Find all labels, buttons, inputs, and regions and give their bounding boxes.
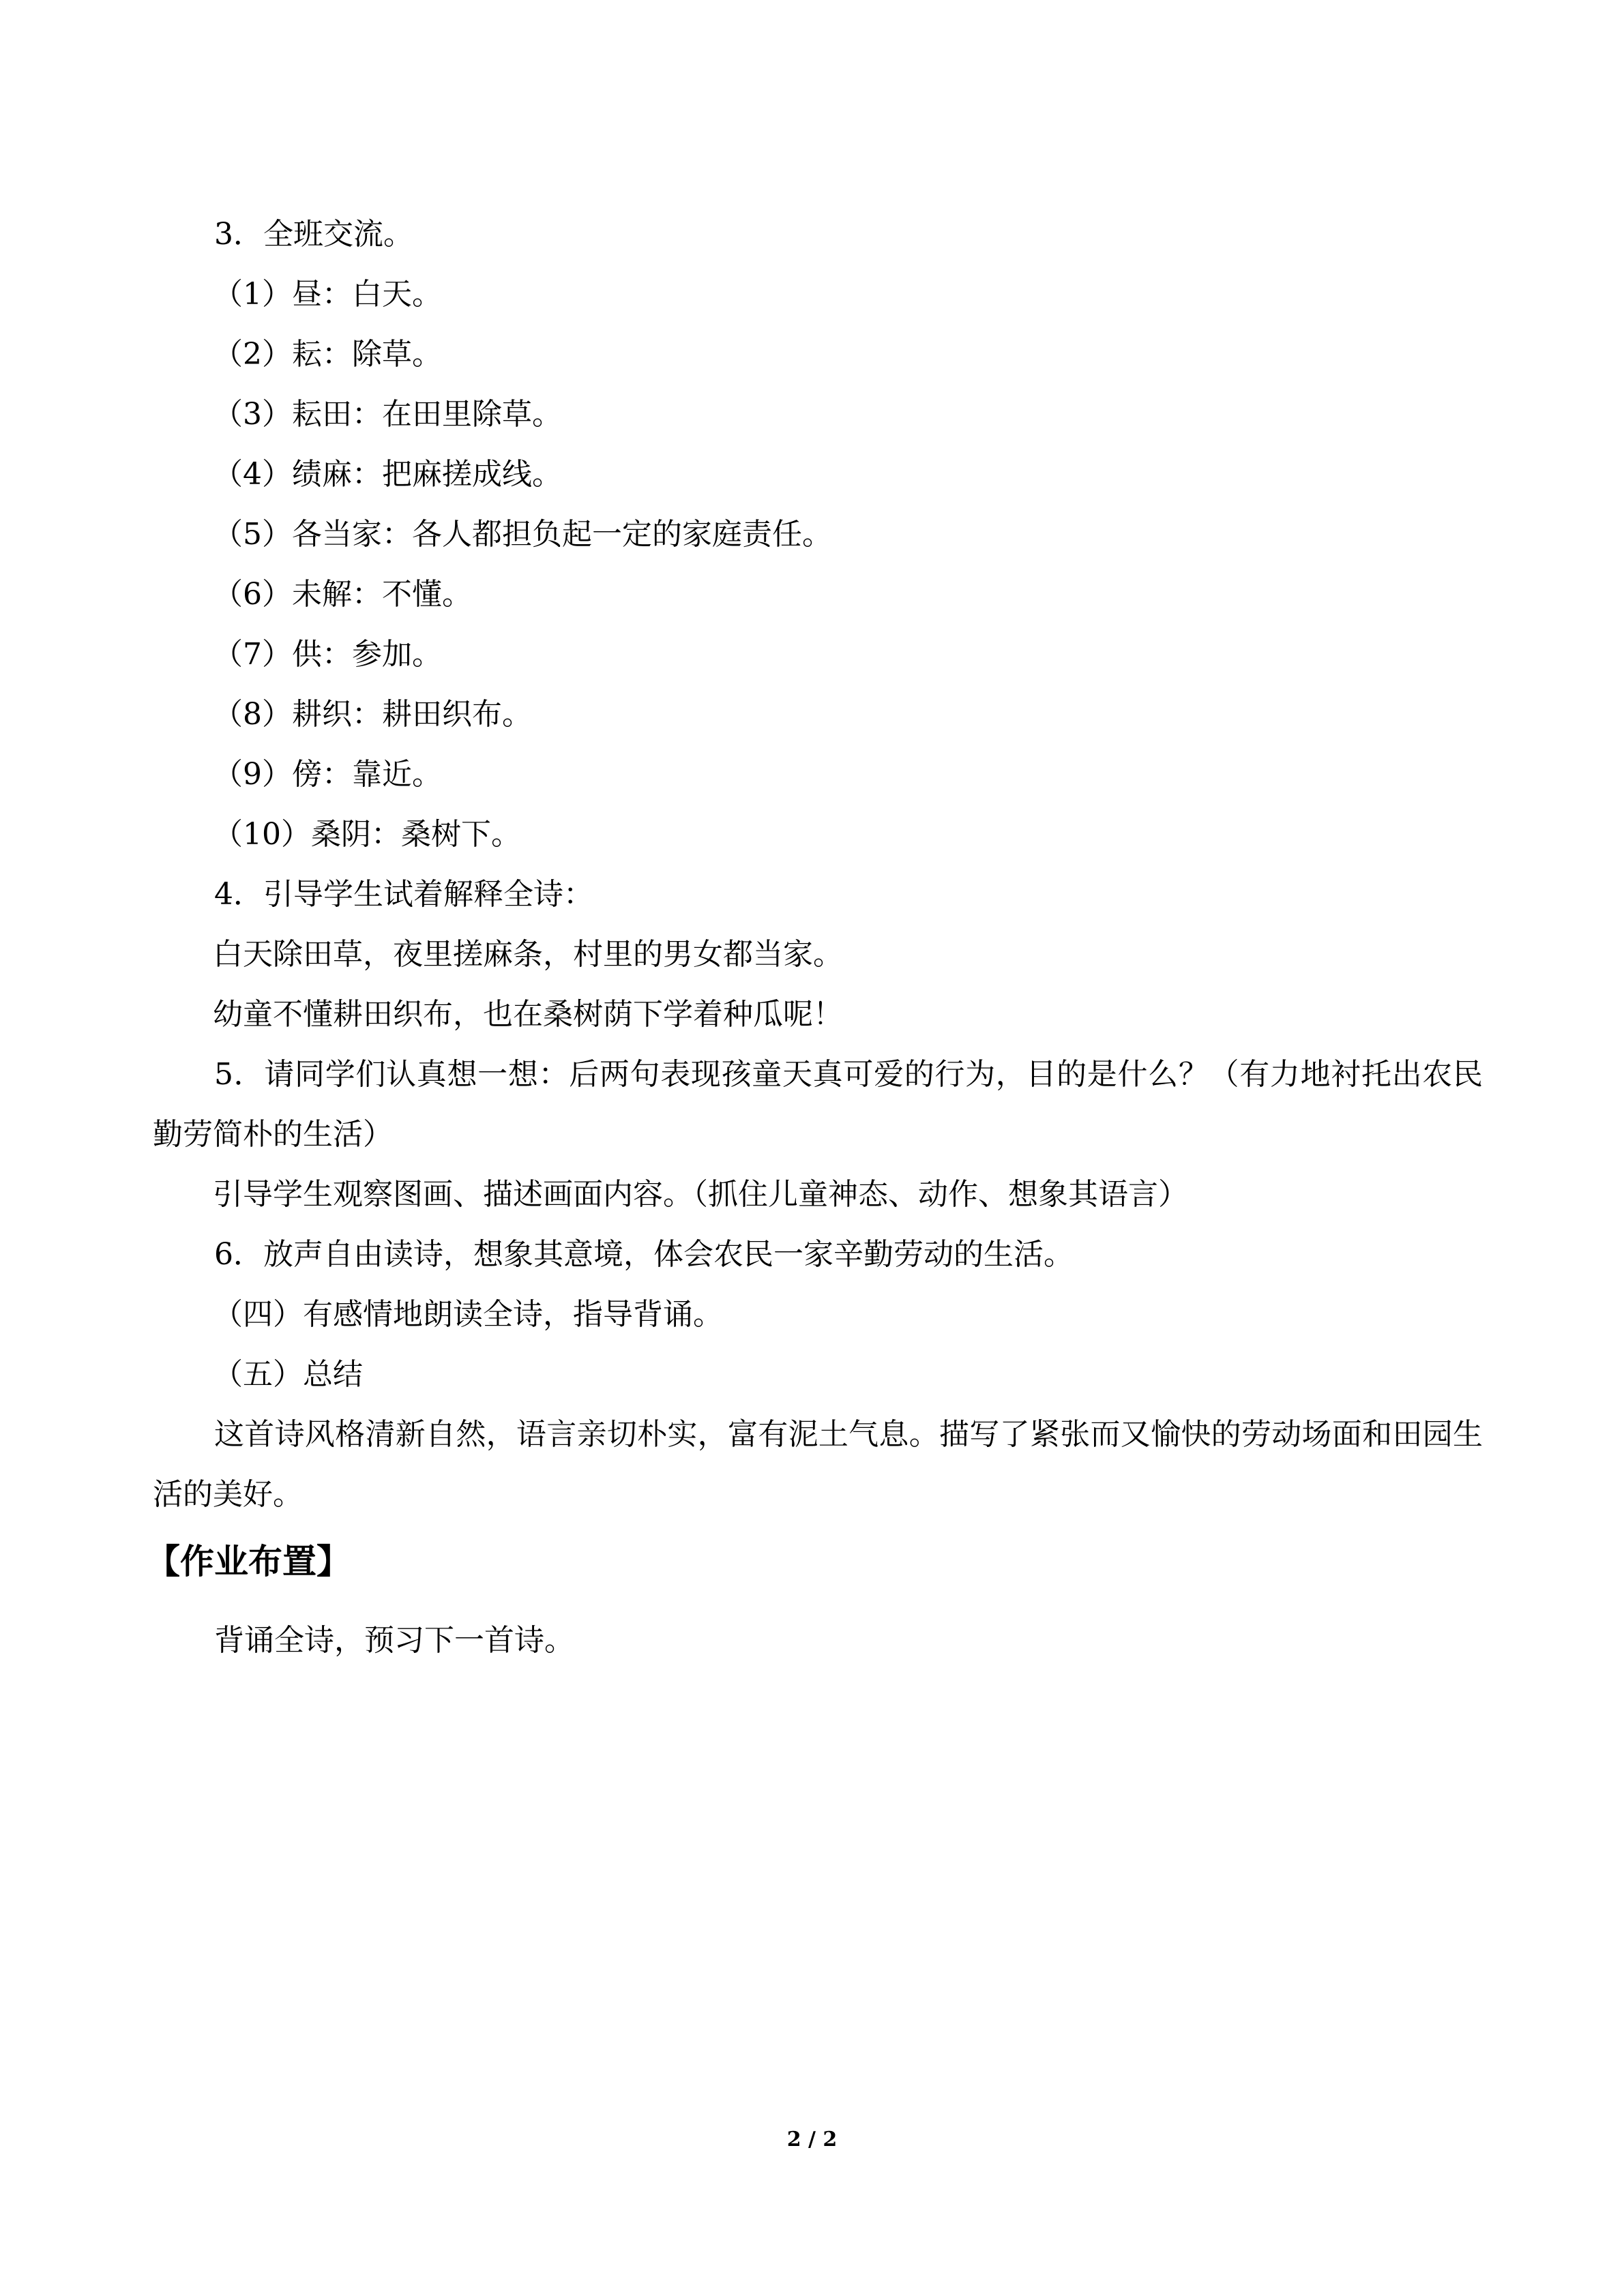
definition-line-3: （3）耘田：在田里除草。	[213, 397, 562, 432]
definition-line-5: （5）各当家：各人都担负起一定的家庭责任。	[213, 517, 832, 552]
homework-heading: 【作业布置】	[146, 1542, 351, 1581]
poem-explanation-line-1: 白天除田草，夜里搓麻条，村里的男女都当家。	[213, 937, 843, 972]
step-5-paragraph: 5．请同学们认真想一想：后两句表现孩童天真可爱的行为，目的是什么？（有力地衬托出农民勤劳简朴的生活）	[153, 1057, 1483, 1152]
step-3-line: 3．全班交流。	[214, 217, 413, 252]
step-6-line: 6．放声自由读诗，想象其意境，体会农民一家辛勤劳动的生活。	[214, 1237, 1074, 1272]
observe-instruction: 引导学生观察图画、描述画面内容。（抓住儿童神态、动作、想象其语言）	[213, 1177, 1188, 1212]
document-body	[146, 205, 1483, 1671]
definition-line-2: （2）耘：除草。	[213, 337, 442, 372]
definition-line-6: （6）未解：不懂。	[213, 577, 472, 612]
section-five-heading: （五）总结	[213, 1357, 363, 1392]
definition-line-9: （9）傍：靠近。	[213, 757, 442, 792]
definition-line-10: （10）桑阴：桑树下。	[213, 817, 521, 852]
page-number: 2 / 2	[786, 2128, 838, 2151]
step-4-line: 4．引导学生试着解释全诗：	[214, 877, 593, 912]
poem-explanation-line-2: 幼童不懂耕田织布，也在桑树荫下学着种瓜呢！	[213, 997, 843, 1032]
definition-line-8: （8）耕织：耕田织布。	[213, 697, 532, 732]
definition-line-1: （1）昼：白天。	[213, 277, 442, 312]
section-four-line: （四）有感情地朗读全诗，指导背诵。	[213, 1297, 723, 1332]
summary-paragraph: 这首诗风格清新自然，语言亲切朴实，富有泥土气息。描写了紧张而又愉快的劳动场面和田园生活的美好。	[153, 1417, 1483, 1512]
definition-line-7: （7）供：参加。	[213, 637, 442, 672]
definition-line-4: （4）绩麻：把麻搓成线。	[213, 457, 562, 492]
homework-text: 背诵全诗，预习下一首诗。	[214, 1623, 574, 1658]
